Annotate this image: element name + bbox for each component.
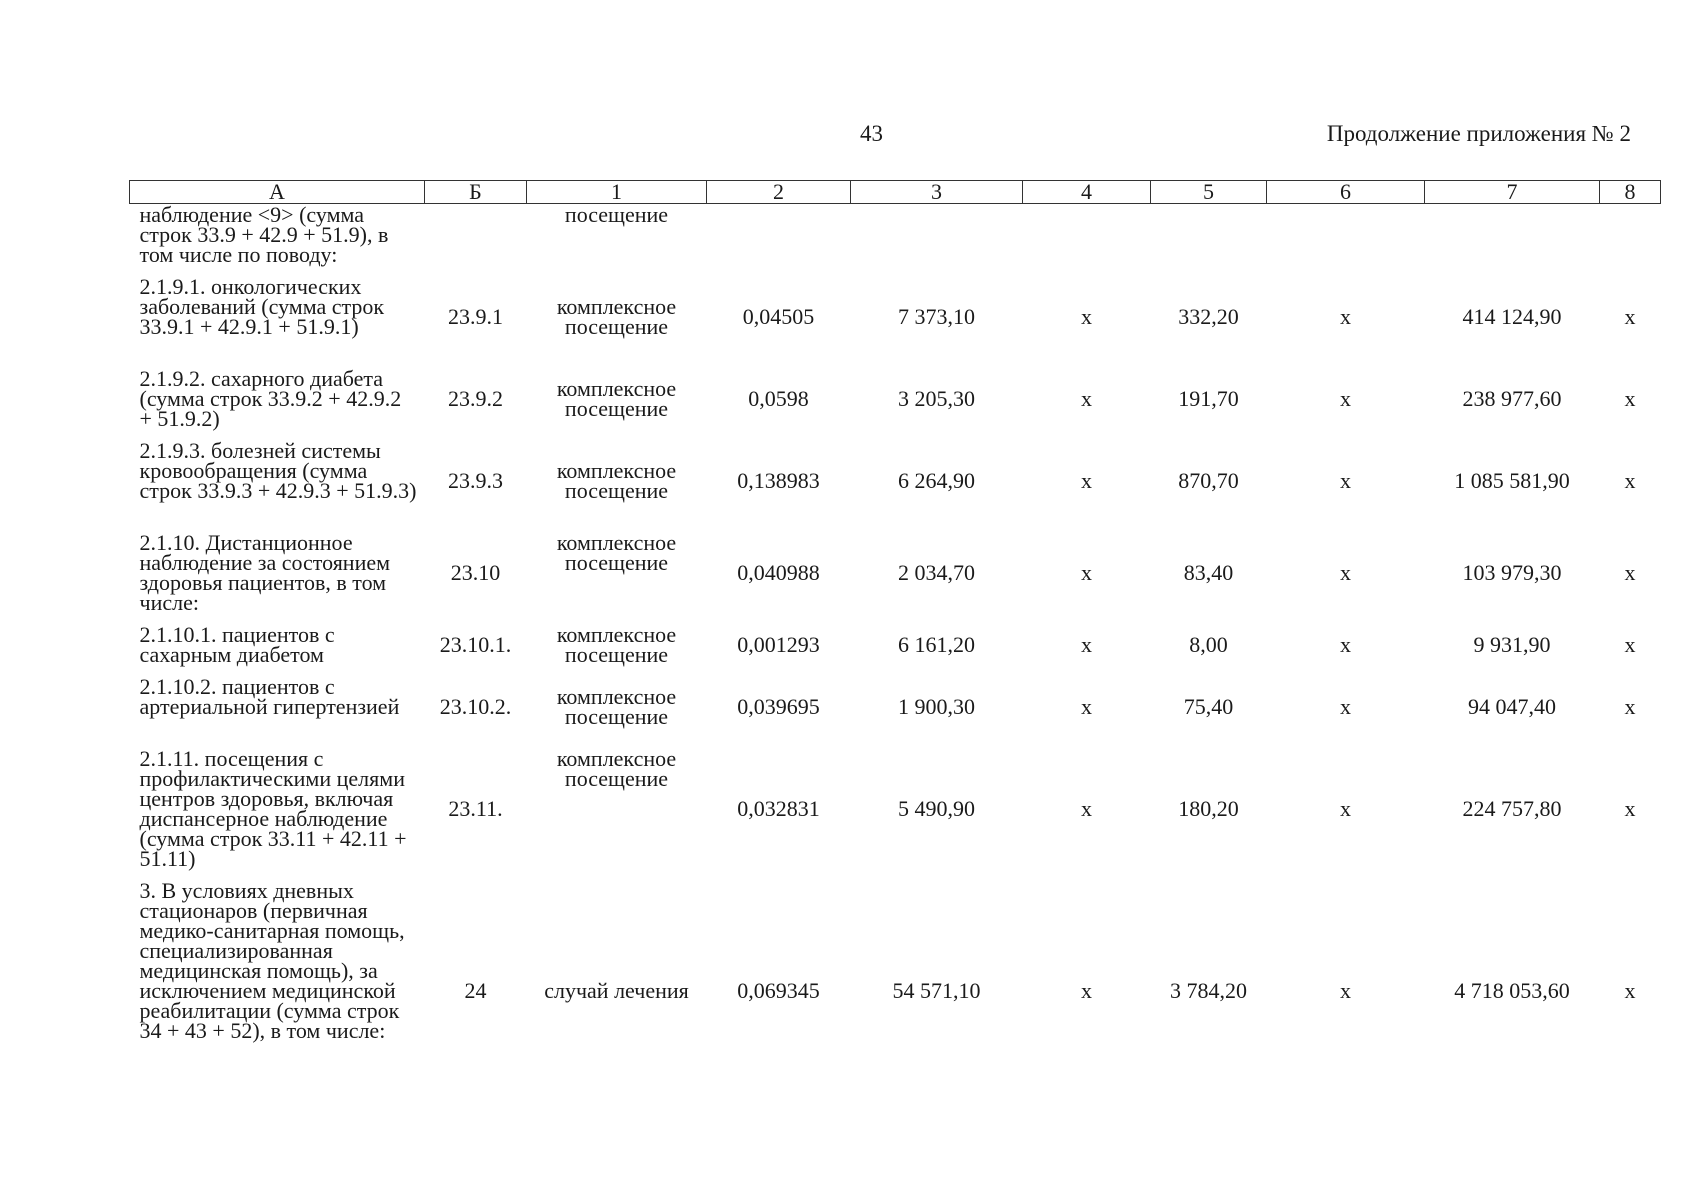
row-col3: 2 034,70 [898, 560, 975, 585]
table-row [130, 204, 1661, 272]
data-table [129, 180, 1661, 1107]
row-col6: х [1340, 560, 1351, 585]
row-col6: х [1340, 386, 1351, 411]
row-col6: х [1340, 632, 1351, 657]
table-row [130, 271, 1661, 363]
row-col2: 0,039695 [737, 694, 820, 719]
page-number: 43 [860, 121, 883, 146]
row-col5 [1151, 204, 1267, 272]
table-row [130, 363, 1661, 435]
row-label: 2.1.9.1. онкологических заболеваний (сумма строк 33.9.1 + 42.9.1 + 51.9.1) [139, 274, 385, 339]
row-col2: 0,032831 [737, 796, 820, 821]
row-col8: х [1624, 796, 1636, 821]
row-col6: х [1340, 796, 1351, 821]
header-1: 1 [527, 181, 707, 204]
row-unit: посещение [564, 202, 669, 227]
row-unit: комплексное посещение [556, 530, 677, 575]
row-code: 23.11. [448, 796, 503, 821]
row-label: 2.1.10. Дистанционное наблюдение за состоянием здоровья пациентов, в том числе: [139, 530, 391, 615]
row-col4: х [1081, 694, 1092, 719]
header-7: 7 [1425, 181, 1600, 204]
row-col5: 191,70 [1178, 386, 1239, 411]
row-unit: комплексное посещение [556, 294, 677, 339]
row-col3: 6 264,90 [898, 468, 975, 493]
row-unit: комплексное посещение [556, 458, 677, 503]
header-2: 2 [707, 181, 851, 204]
row-code: 23.10.2. [439, 694, 512, 719]
row-col8: х [1624, 694, 1636, 719]
row-unit: комплексное посещение [556, 622, 677, 667]
table-row [130, 671, 1661, 743]
row-col6: х [1340, 978, 1351, 1003]
row-col8: х [1624, 560, 1636, 585]
row-unit: комплексное посещение [556, 746, 677, 791]
row-label: 2.1.10.1. пациентов с сахарным диабетом [139, 622, 335, 667]
row-code: 23.10 [450, 560, 501, 585]
header-8: 8 [1600, 181, 1661, 204]
row-col8: х [1624, 632, 1636, 657]
row-col7: 9 931,90 [1473, 632, 1551, 657]
row-col3: 7 373,10 [898, 304, 975, 329]
row-col7: 238 977,60 [1462, 386, 1562, 411]
row-col5: 870,70 [1178, 468, 1239, 493]
row-code: 23.9.2 [448, 386, 503, 411]
row-col6 [1267, 204, 1425, 272]
row-col5: 75,40 [1183, 694, 1234, 719]
table-row [130, 527, 1661, 619]
row-col3: 5 490,90 [898, 796, 975, 821]
row-col3: 6 161,20 [898, 632, 975, 657]
table-row [130, 875, 1661, 1107]
row-unit: комплексное посещение [556, 376, 677, 421]
row-col4: х [1081, 386, 1092, 411]
row-col5: 180,20 [1178, 796, 1239, 821]
row-unit: случай лечения [544, 978, 689, 1003]
row-col4: х [1081, 632, 1092, 657]
row-col6: х [1340, 468, 1351, 493]
row-col4: х [1081, 978, 1092, 1003]
table-row [130, 435, 1661, 527]
row-col6: х [1340, 694, 1351, 719]
row-code: 23.10.1. [439, 632, 512, 657]
header-5: 5 [1151, 181, 1267, 204]
row-col6: х [1340, 304, 1351, 329]
row-col2 [707, 204, 851, 272]
row-col4: х [1081, 304, 1092, 329]
row-label: 2.1.11. посещения с профилактическими целями центров здоровья, включая диспансерное наблюдение (сумма строк 33.11 + 42.11 + 51.11) [139, 746, 407, 871]
row-col2: 0,069345 [737, 978, 820, 1003]
row-col4: х [1081, 468, 1092, 493]
row-col2: 0,001293 [737, 632, 820, 657]
row-col8: х [1624, 304, 1636, 329]
row-col3 [851, 204, 1023, 272]
row-col3: 54 571,10 [892, 978, 981, 1003]
row-col4: х [1081, 560, 1092, 585]
row-col5: 332,20 [1178, 304, 1239, 329]
row-col8: х [1624, 468, 1636, 493]
row-col5: 83,40 [1183, 560, 1234, 585]
table-row [130, 619, 1661, 671]
row-col7: 94 047,40 [1468, 694, 1556, 719]
header-3: 3 [851, 181, 1023, 204]
row-col4: х [1081, 796, 1092, 821]
row-label: 2.1.9.2. сахарного диабета (сумма строк 33.9.2 + 42.9.2 + 51.9.2) [139, 366, 402, 431]
row-label: наблюдение <9> (сумма строк 33.9 + 42.9 + 51.9), в том числе по поводу: [139, 202, 389, 267]
row-col2: 0,04505 [742, 304, 815, 329]
row-col8: х [1624, 386, 1636, 411]
row-col3: 1 900,30 [898, 694, 975, 719]
row-col4 [1023, 204, 1151, 272]
header-4: 4 [1023, 181, 1151, 204]
row-col2: 0,040988 [737, 560, 820, 585]
row-col7: 103 979,30 [1462, 560, 1562, 585]
row-col7: 224 757,80 [1462, 796, 1562, 821]
row-col5: 8,00 [1189, 632, 1228, 657]
row-code: 23.9.3 [448, 468, 503, 493]
table-row [130, 743, 1661, 875]
row-col7: 4 718 053,60 [1454, 978, 1570, 1003]
row-col2: 0,138983 [737, 468, 820, 493]
row-label: 2.1.10.2. пациентов с артериальной гипертензией [139, 674, 400, 719]
header-row [130, 181, 1661, 204]
row-code: 24 [464, 978, 487, 1003]
row-label: 2.1.9.3. болезней системы кровообращения (сумма строк 33.9.3 + 42.9.3 + 51.9.3) [139, 438, 417, 503]
header-b: Б [425, 181, 527, 204]
row-col3: 3 205,30 [898, 386, 975, 411]
row-label: 3. В условиях дневных стационаров (первичная медико-санитарная помощь, специализированная медицинская помощь), за исключением медицинской реабилитации (сумма строк 34 + 43 + 52), в том числе: [139, 878, 405, 1043]
continuation-label: Продолжение приложения № 2 [1326, 121, 1631, 146]
row-col7: 1 085 581,90 [1454, 468, 1570, 493]
row-col7 [1425, 204, 1600, 272]
row-unit: комплексное посещение [556, 684, 677, 729]
row-code: 23.9.1 [448, 304, 503, 329]
row-col5: 3 784,20 [1170, 978, 1247, 1003]
header-6: 6 [1267, 181, 1425, 204]
row-col2: 0,0598 [748, 386, 809, 411]
row-col8: х [1624, 978, 1636, 1003]
row-col7: 414 124,90 [1462, 304, 1562, 329]
row-code [425, 204, 527, 272]
row-col8 [1600, 204, 1661, 272]
header-a: А [130, 181, 425, 204]
